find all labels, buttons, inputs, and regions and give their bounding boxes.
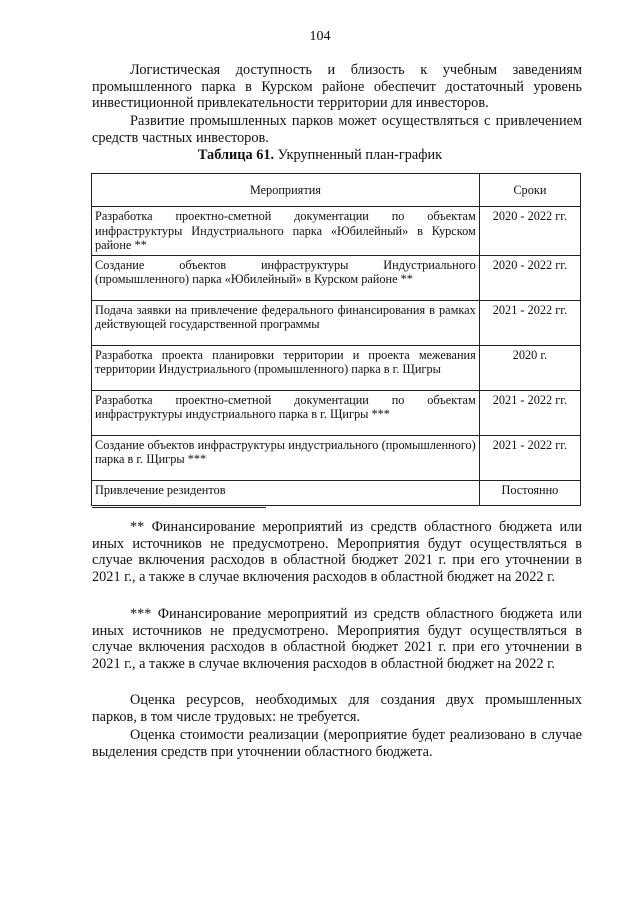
table-row [92,300,581,345]
table-row [92,435,581,480]
term-cell: 2021 - 2022 гг. [479,300,580,345]
intro-paragraph-logistics: Логистическая доступность и близость к учебным заведениям промышленного парка в Курском районе обеспечит достаточный уровень инвестиционной привлекательности территории для инвесторов. [92,62,582,111]
term-cell: Постоянно [479,480,580,505]
table-row [92,390,581,435]
table-caption-title: Укрупненный план-график [274,147,443,163]
table-caption [0,147,640,164]
closing-paragraph-cost: Оценка стоимости реализации (мероприятие будет реализовано в случае выделения средств при уточнении областного бюджета. [92,727,582,760]
header-terms: Сроки [479,174,580,207]
header-tasks: Мероприятия [92,174,480,207]
page-number: 104 [309,29,331,44]
task-cell: Разработка проекта планировки территории и проекта межевания территории Индустриального (промышленного) парка в г. Щигры [92,345,480,390]
closing-paragraph-resources: Оценка ресурсов, необходимых для создания двух промышленных парков, в том числе трудовых: не требуется. [92,692,582,725]
task-cell: Подача заявки на привлечение федерального финансирования в рамках действующей государственной программы [92,300,480,345]
term-cell: 2021 - 2022 гг. [479,435,580,480]
table-header-row [92,174,581,207]
intro-paragraph-investors: Развитие промышленных парков может осуществляться с привлечением средств частных инвесторов. [92,113,582,146]
term-cell: 2021 - 2022 гг. [479,390,580,435]
table-row [92,207,581,256]
footnote-double-star: ** Финансирование мероприятий из средств областного бюджета или иных источников не предусмотрено. Мероприятия будут осуществляться в случае включения расходов в областной бюджет 2021 г. при его уточнении в 2021 г., а также в случае включения расходов в областной бюджет на 2022 г. [92,519,582,585]
term-cell: 2020 г. [479,345,580,390]
schedule-table [91,173,581,506]
table-row [92,480,581,505]
task-cell: Привлечение резидентов [92,480,480,505]
task-cell: Разработка проектно-сметной документации по объектам инфраструктуры Индустриального парка «Юбилейный» в Курском районе ** [92,207,480,256]
task-cell: Создание объектов инфраструктуры индустриального (промышленного) парка в г. Щигры *** [92,435,480,480]
task-cell: Создание объектов инфраструктуры Индустриального (промышленного) парка «Юбилейный» в Курском районе ** [92,255,480,300]
footnote-separator [92,507,266,508]
term-cell: 2020 - 2022 гг. [479,255,580,300]
table-row [92,255,581,300]
term-cell: 2020 - 2022 гг. [479,207,580,256]
table-caption-number: Таблица 61. [197,147,275,163]
footnote-triple-star: *** Финансирование мероприятий из средств областного бюджета или иных источников не предусмотрено. Мероприятия будут осуществляться в случае включения расходов в областной бюджет 2021 г. при его уточнении в 2021 г., а также в случае включения расходов в областной бюджет на 2022 г. [92,606,582,672]
table-row [92,345,581,390]
task-cell: Разработка проектно-сметной документации по объектам инфраструктуры индустриального парка в г. Щигры *** [92,390,480,435]
